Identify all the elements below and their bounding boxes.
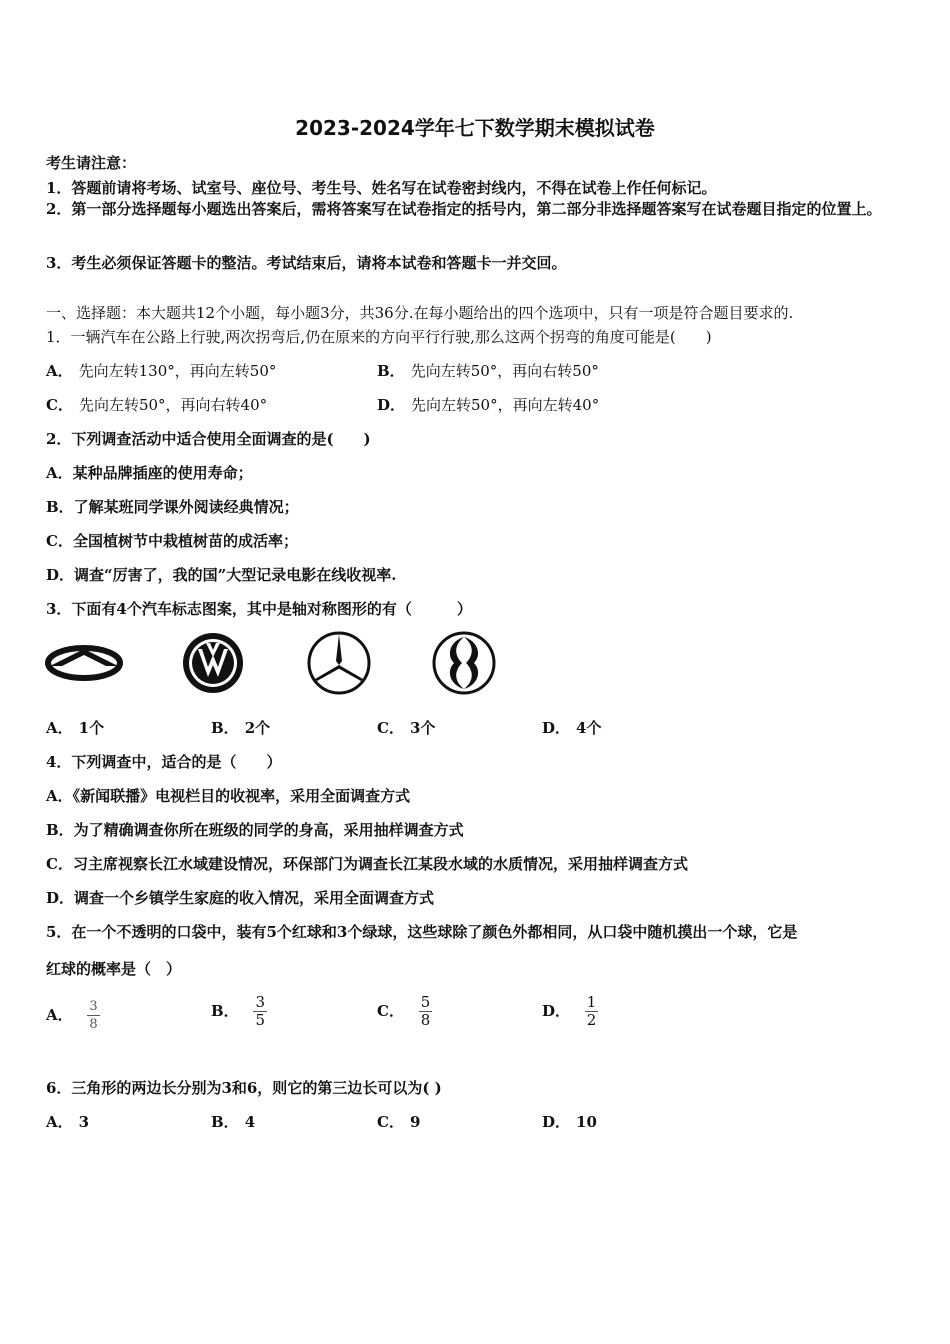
option-label: C．: [377, 719, 404, 737]
q3-option-d[interactable]: [542, 717, 601, 738]
option-label: B．: [211, 1113, 239, 1131]
dongfeng-logo: [432, 631, 496, 695]
option-label: D．: [542, 1001, 571, 1020]
denominator: 5: [255, 1011, 266, 1029]
q1-stem: 1．一辆汽车在公路上行驶,两次拐弯后,仍在原来的方向平行行驶,那么这两个拐弯的角度可能是( ): [46, 328, 712, 346]
notice-item-3: 3．考生必须保证答题卡的整洁。考试结束后，请将本试卷和答题卡一并交回。: [46, 254, 567, 272]
q1-option-c[interactable]: [46, 394, 267, 415]
q1-option-d[interactable]: [377, 394, 599, 415]
option-label: C．: [377, 1113, 404, 1131]
q6-option-b[interactable]: [211, 1111, 255, 1132]
q5-option-a[interactable]: [46, 998, 100, 1033]
q5-stem-line2: 红球的概率是（ ）: [46, 960, 182, 978]
q3-option-c[interactable]: [377, 717, 435, 738]
notice-heading: 考生请注意：: [46, 154, 137, 172]
option-label: C．: [377, 1001, 404, 1020]
q5-option-d[interactable]: [542, 994, 598, 1029]
volkswagen-logo: [181, 631, 245, 695]
q2-stem: 2．下列调查活动中适合使用全面调查的是( ): [46, 430, 371, 448]
q4-stem: 4．下列调查中，适合的是（ ）: [46, 753, 282, 771]
q1-option-a[interactable]: [46, 360, 276, 381]
notice-item-2: 2．第一部分选择题每小题选出答案后，需将答案写在试卷指定的括号内，第二部分非选择题答案写在试卷题目指定的位置上。: [46, 200, 882, 218]
q6-option-a[interactable]: [46, 1111, 89, 1132]
option-label: B．: [377, 362, 405, 380]
infiniti-logo: [44, 640, 124, 686]
q2-option-a[interactable]: A．某种品牌插座的使用寿命；: [46, 464, 253, 482]
option-text: 先向左转50°，再向右转40°: [78, 396, 268, 414]
option-label: A．: [46, 1113, 73, 1131]
option-label: A．: [46, 362, 73, 380]
option-text: 4: [244, 1113, 256, 1131]
option-text: 9: [409, 1113, 421, 1131]
denominator: 8: [89, 1017, 98, 1032]
fraction: [419, 994, 433, 1029]
option-text: 2个: [244, 719, 271, 737]
numerator: 3: [89, 999, 98, 1014]
option-text: 4个: [576, 719, 602, 737]
q3-option-b[interactable]: [211, 717, 270, 738]
q5-option-c[interactable]: [377, 994, 432, 1029]
option-text: 3个: [409, 719, 436, 737]
q4-option-c[interactable]: C．习主席视察长江水域建设情况，环保部门为调查长江某段水域的水质情况，采用抽样调查方式: [46, 855, 688, 873]
section-heading: 一、选择题：本大题共12个小题，每小题3分，共36分.在每小题给出的四个选项中，只有一项是符合题目要求的.: [46, 304, 794, 322]
option-label: D．: [542, 1113, 571, 1131]
option-label: D．: [542, 719, 571, 737]
option-text: 先向左转130°，再向左转50°: [78, 362, 277, 380]
option-text: 1个: [78, 719, 105, 737]
q4-option-b[interactable]: B．为了精确调查你所在班级的同学的身高，采用抽样调查方式: [46, 821, 464, 839]
numerator: 1: [586, 993, 597, 1011]
option-label: B．: [211, 1001, 239, 1020]
denominator: 2: [586, 1011, 597, 1029]
q2-option-b[interactable]: B．了解某班同学课外阅读经典情况；: [46, 498, 299, 516]
page-title: 2023-2024学年七下数学期末模拟试卷: [295, 116, 655, 140]
q3-stem: 3．下面有4个汽车标志图案，其中是轴对称图形的有（ ）: [46, 600, 472, 618]
option-label: A．: [46, 719, 73, 737]
option-label: D．: [377, 396, 406, 414]
numerator: 5: [420, 993, 431, 1011]
q4-option-d[interactable]: D．调查一个乡镇学生家庭的收入情况，采用全面调查方式: [46, 889, 435, 907]
mercedes-logo: [306, 630, 372, 696]
option-text: 3: [78, 1113, 90, 1131]
q5-option-b[interactable]: [211, 994, 267, 1029]
option-label: C．: [46, 396, 73, 414]
fraction: [87, 998, 99, 1033]
option-text: 先向左转50°，再向左转40°: [411, 396, 600, 414]
q1-option-b[interactable]: [377, 360, 599, 381]
q3-option-a[interactable]: [46, 717, 104, 738]
q6-option-c[interactable]: [377, 1111, 420, 1132]
q6-stem: 6．三角形的两边长分别为3和6，则它的第三边长可以为( ): [46, 1079, 442, 1097]
q2-option-d[interactable]: D．调查“厉害了，我的国”大型记录电影在线收视率.: [46, 566, 397, 584]
q6-option-d[interactable]: [542, 1111, 597, 1132]
notice-item-1: 1．答题前请将考场、试室号、座位号、考生号、姓名写在试卷密封线内，不得在试卷上作任何标记。: [46, 179, 717, 197]
q2-option-c[interactable]: C．全国植树节中栽植树苗的成活率；: [46, 532, 298, 550]
fraction: [253, 994, 267, 1029]
option-label: A．: [46, 1005, 73, 1024]
q5-stem-line1: 5．在一个不透明的口袋中，装有5个红球和3个绿球，这些球除了颜色外都相同，从口袋中随机摸出一个球，它是: [46, 923, 798, 941]
option-label: B．: [211, 719, 239, 737]
option-text: 先向左转50°，再向右转50°: [410, 362, 599, 380]
q4-option-a[interactable]: A．《新闻联播》电视栏目的收视率，采用全面调查方式: [46, 787, 411, 805]
denominator: 8: [420, 1011, 431, 1029]
numerator: 3: [255, 993, 266, 1011]
fraction: [585, 994, 599, 1029]
option-text: 10: [576, 1113, 597, 1131]
